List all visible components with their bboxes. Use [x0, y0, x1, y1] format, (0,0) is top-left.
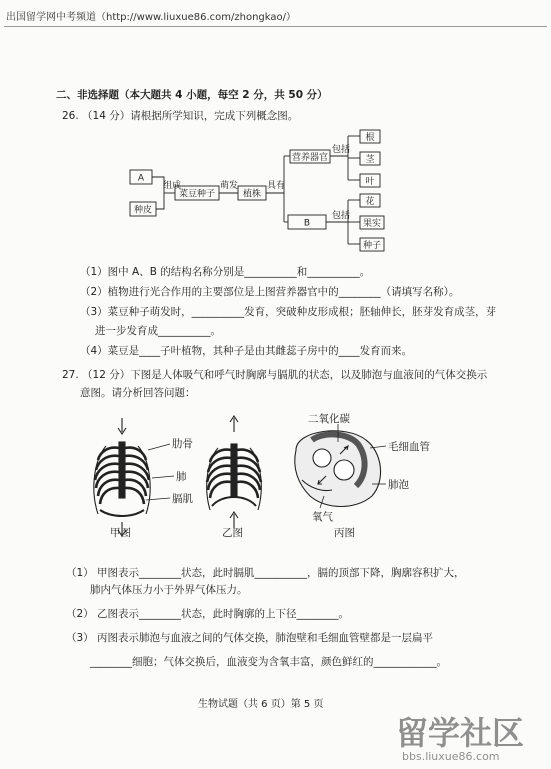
box-plant-text: 植株: [242, 189, 262, 200]
box-a-text: A: [137, 173, 145, 184]
header-divider: [4, 26, 547, 27]
caption-yi: 乙图: [222, 527, 243, 539]
q27-stem-line-1: 27. （12 分）下图是人体吸气和呼气时胸廓与膈肌的状态，以及肺泡与血液间的气体交换示: [62, 369, 488, 381]
label-germinate: 萌发: [219, 181, 239, 191]
concept-map: [120, 126, 400, 256]
q27-item-2: （2） 乙图表示________状态，此时胸廓的上下径________。: [66, 608, 350, 620]
q26-item-1: （1）图中 A、B 的结构名称分别是__________和__________。: [80, 266, 371, 278]
label-composed: 组成: [162, 181, 182, 191]
label-alveolus: 肺泡: [388, 479, 409, 491]
label-lung: 肺: [176, 471, 187, 483]
logo-url: bbs.liuxue86.com: [402, 750, 500, 763]
box-leaf-text: 叶: [365, 177, 375, 187]
label-capillary: 毛细血管: [388, 441, 430, 453]
logo-brand: 留学社区: [396, 714, 525, 752]
box-nutritive-text: 营养器官: [291, 153, 329, 163]
box-seed-coat-text: 种皮: [133, 205, 153, 216]
q27-item-3: （3） 丙图表示肺泡与血液之间的气体交换，肺泡壁和毛细血管壁都是一层扁平: [66, 632, 434, 644]
box-seed-text: 菜豆种子: [178, 189, 216, 200]
caption-jia: 甲图: [110, 527, 131, 539]
box-stem-text: 茎: [365, 155, 375, 165]
box-fruit-text: 果实: [362, 219, 382, 229]
q27-stem-line-2: 意图。请分析回答问题：: [80, 387, 196, 399]
q26-stem: 26. （14 分）请根据所学知识，完成下列概念图。: [62, 110, 299, 122]
q27-item-3-cont: ________细胞；气体交换后，血液变为含氧丰富，颜色鲜红的____________。: [90, 656, 447, 668]
q26-item-4: （4）菜豆是____子叶植物，其种子是由其雌蕊子房中的____发育而来。: [80, 345, 413, 357]
box-b-text: B: [303, 218, 311, 229]
page-footer: 生物试题（共 6 页）第 5 页: [198, 699, 324, 710]
alveolus-diagram: [295, 431, 381, 507]
q26-item-3-cont: 进一步发育成__________。: [95, 325, 221, 337]
liuxue-community-logo: [394, 708, 546, 764]
label-rib: 肋骨: [172, 438, 193, 450]
caption-bing: 丙图: [334, 527, 355, 539]
q27-item-1: （1） 甲图表示________状态，此时膈肌__________，膈的顶部下降，胸廓容积扩大，: [66, 567, 465, 579]
ribcage-exhale: [207, 416, 262, 528]
breathing-figure: [86, 410, 476, 540]
label-diaphragm: 膈肌: [172, 493, 193, 505]
section-title: 二、非选择题（本大题共 4 小题，每空 2 分，共 50 分）: [56, 89, 328, 101]
label-have: 具有: [266, 181, 286, 191]
label-co2: 二氧化碳: [308, 413, 350, 425]
source-header: 出国留学网中考频道（http://www.liuxue86.com/zhongkao/）: [6, 12, 296, 23]
label-o2: 氧气: [312, 511, 333, 523]
box-flower-text: 花: [365, 197, 375, 207]
box-root-text: 根: [365, 133, 375, 143]
q26-item-2: （2）植物进行光合作用的主要部位是上图营养器官中的________（请填写名称）。: [80, 286, 460, 298]
ribcage-inhale: [94, 418, 150, 536]
q26-item-3: （3）菜豆种子萌发时，__________发育，突破种皮形成根；胚轴伸长，胚芽发育成茎，芽: [80, 306, 497, 318]
box-seed2-text: 种子: [362, 241, 382, 251]
q27-item-1-cont: 肺内气体压力小于外界气体压力。: [90, 584, 248, 596]
label-include-1: 包括: [331, 145, 351, 155]
label-include-2: 包括: [331, 211, 351, 221]
